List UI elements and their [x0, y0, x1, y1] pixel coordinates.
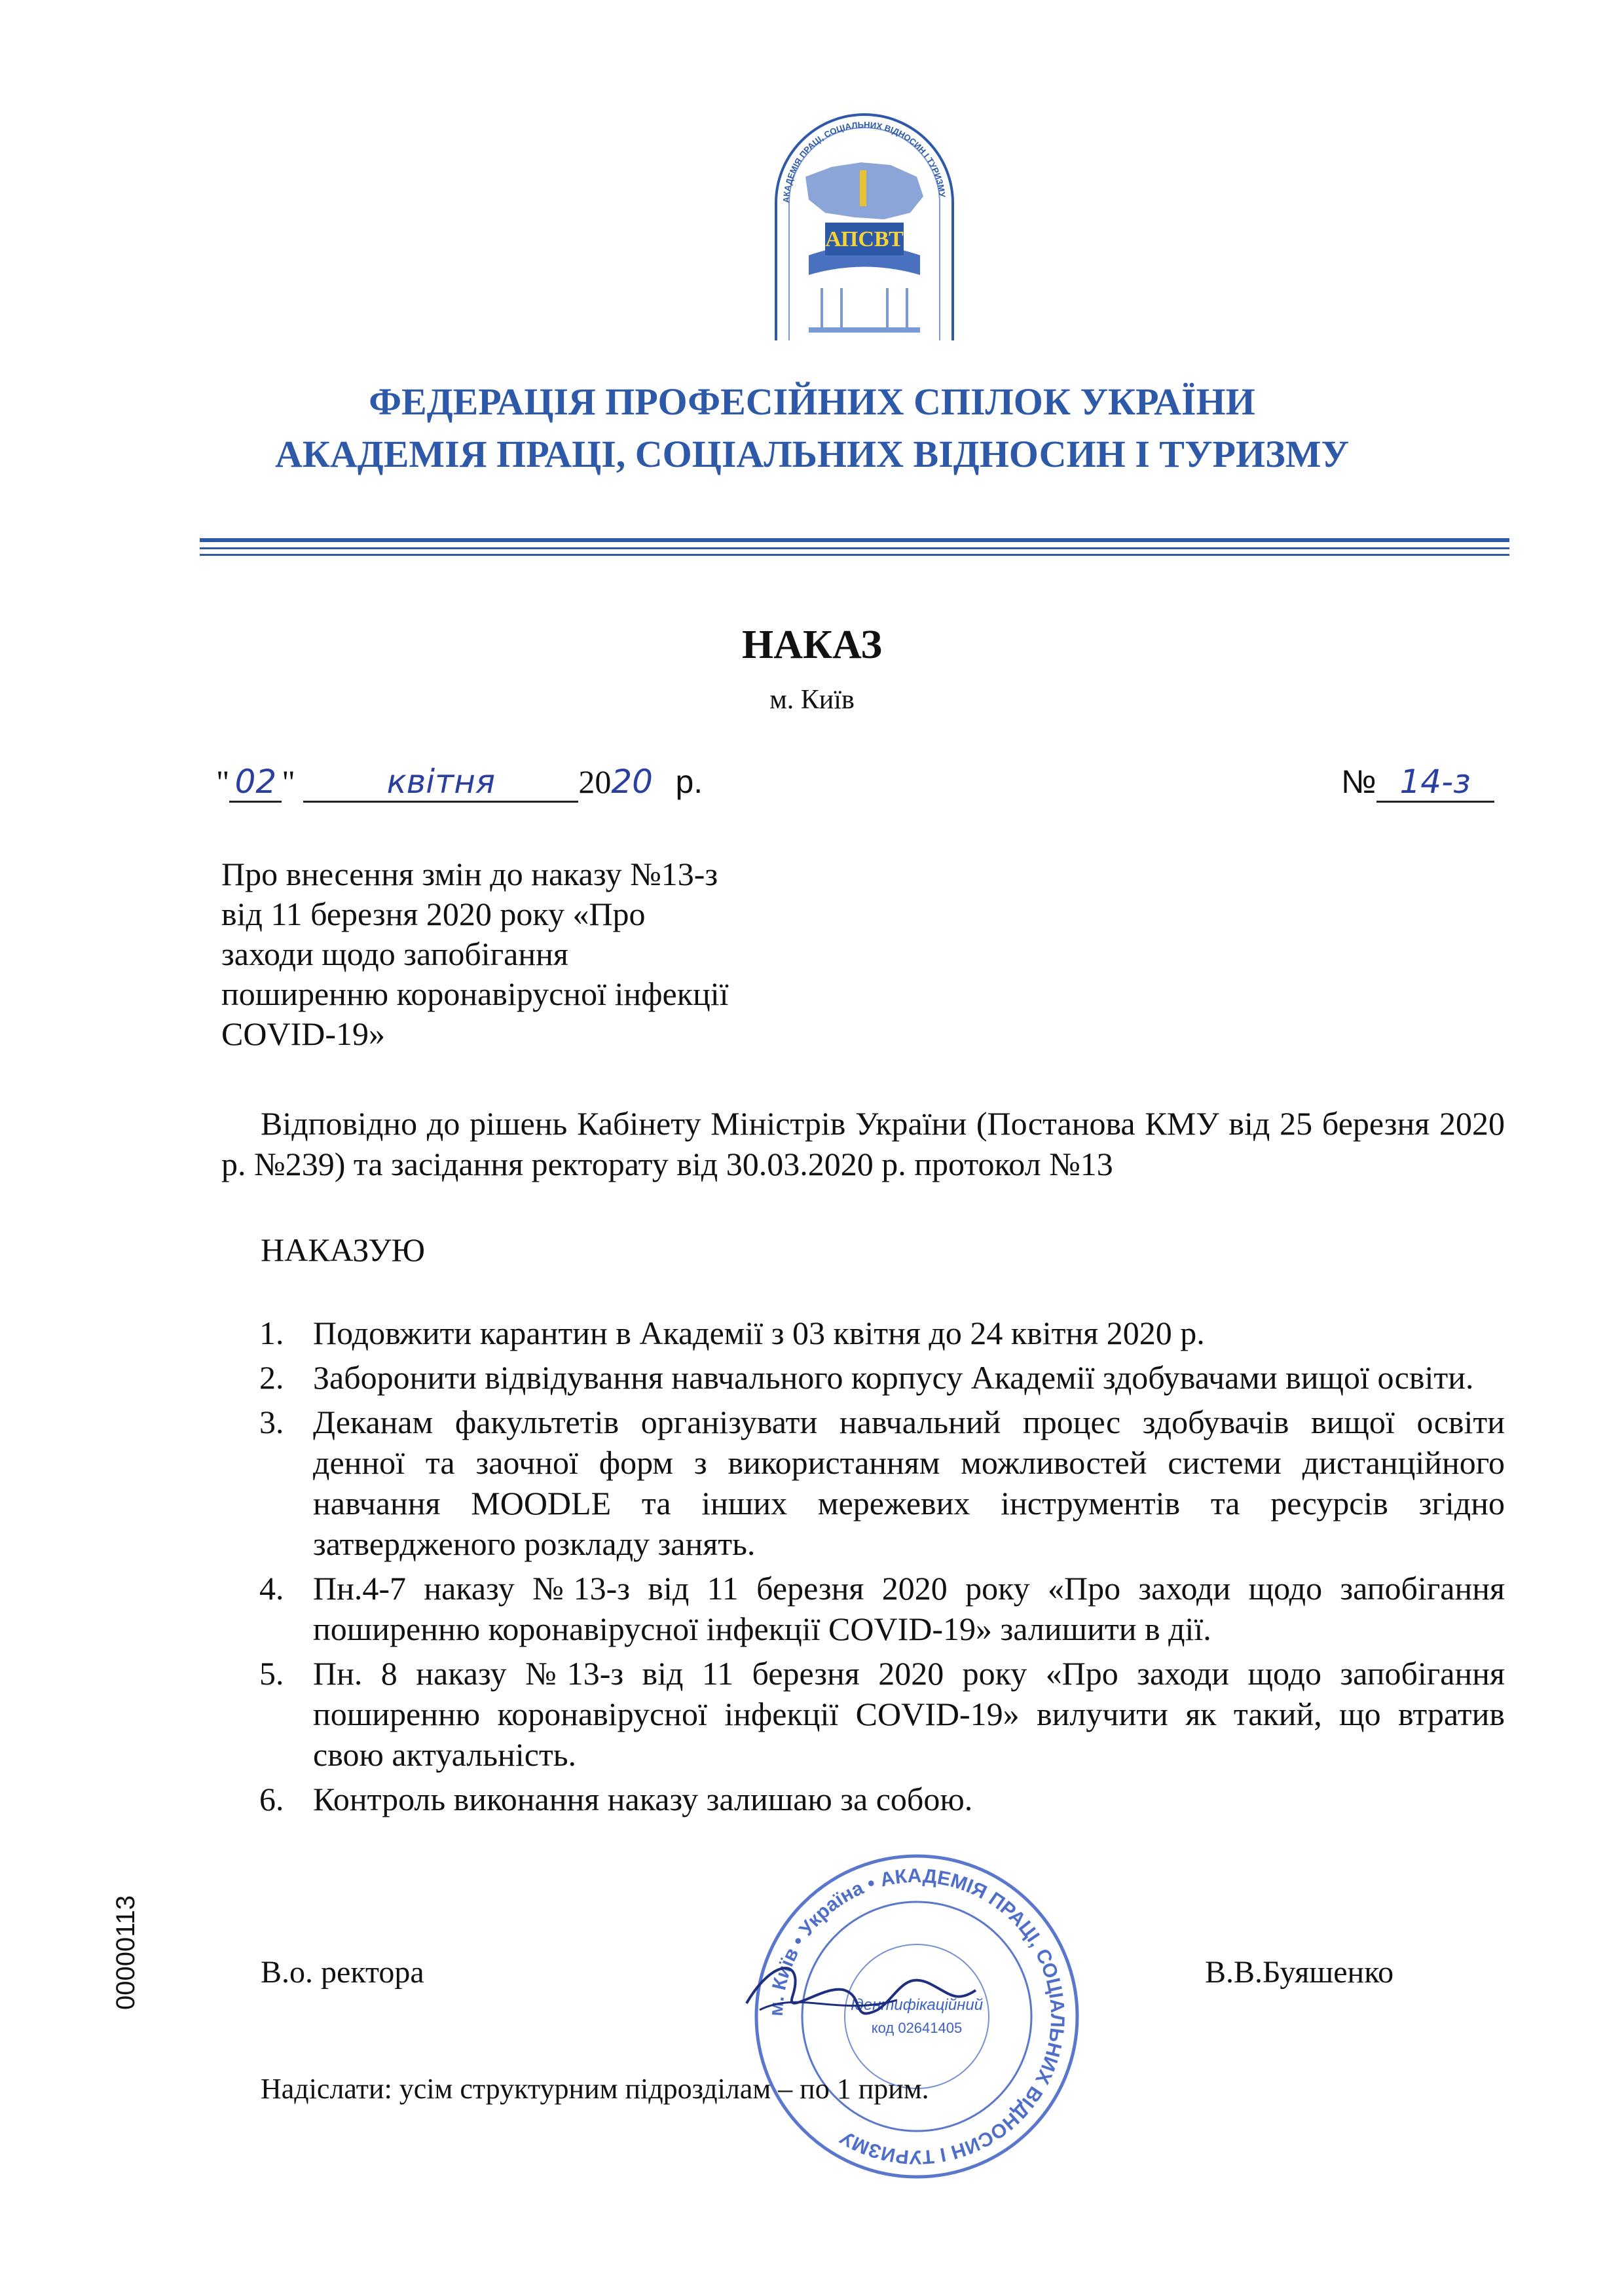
order-item	[221, 1313, 1505, 1353]
item-number: 1.	[259, 1315, 284, 1351]
document-date: " 02 " квітня 2020 р.	[216, 763, 703, 803]
date-r: р.	[675, 763, 703, 800]
number-value: 14-з	[1376, 763, 1494, 803]
rector-signature	[733, 1944, 982, 2036]
date-year-suffix: 20	[611, 763, 653, 801]
subject-line: від 11 березня 2020 року «Про	[221, 896, 646, 932]
item-text: Пн. 8 наказу №13-з від 11 березня 2020 року «Про заходи щодо запобігання поширенню коронавірусної інфекції COVID-19» вилучити як такий, що втратив свою актуальність.	[313, 1655, 1505, 1773]
subject-line: COVID-19»	[221, 1015, 385, 1052]
item-text: Подовжити карантин в Академії з 03 квітня до 24 квітня 2020 р.	[313, 1315, 1205, 1351]
item-text: Контроль виконання наказу залишаю за собою.	[313, 1781, 973, 1817]
signer-title: В.о. ректора	[261, 1955, 424, 1990]
item-number: 5.	[259, 1655, 284, 1692]
org-name-line2: АКАДЕМІЯ ПРАЦІ, СОЦІАЛЬНИХ ВІДНОСИН І ТУРИЗМУ	[274, 433, 1350, 475]
logo-ring-text: АКАДЕМІЯ ПРАЦІ, СОЦІАЛЬНИХ ВІДНОСИН І ТУРИЗМУ	[781, 119, 948, 204]
item-number: 4.	[259, 1570, 284, 1607]
order-item	[221, 1357, 1505, 1398]
logo-text: АПСВТ	[825, 227, 904, 251]
order-items	[221, 1313, 1505, 1823]
document-id: 00000113	[111, 1895, 140, 2010]
signer-name: В.В.Буяшенко	[1205, 1955, 1394, 1990]
stamp-center-label: Ідентифікаційний	[850, 1996, 984, 2014]
date-year-prefix: 20	[578, 763, 612, 800]
document-title: НАКАЗ	[742, 623, 882, 667]
date-month: квітня	[303, 763, 578, 803]
order-item	[221, 1653, 1505, 1775]
subject-line: поширенню коронавірусної інфекції	[221, 975, 729, 1012]
document-subject	[221, 854, 729, 1054]
academy-logo	[769, 105, 959, 340]
subject-line: Про внесення змін до наказу №13-з	[221, 856, 718, 892]
order-item	[221, 1402, 1505, 1564]
document-number	[1341, 763, 1494, 803]
item-text: Деканам факультетів організувати навчальний процес здобувачів вищої освіти денної та заочної форм з використанням можливостей системи дистанційного навчання MOODLE та інших мережевих інструментів та ресурсів згідно затвердженого розкладу занять.	[313, 1404, 1505, 1562]
header-rule-middle	[200, 547, 1509, 549]
preamble: Відповідно до рішень Кабінету Міністрів України (Постанова КМУ від 25 березня 2020 р. №239) та засідання ректорату від 30.03.2020 р. протокол №13	[221, 1105, 1505, 1182]
stamp-ring-text: м. Київ • Україна • АКАДЕМІЯ ПРАЦІ, СОЦІАЛЬНИХ ВІДНОСИН І ТУРИЗМУ	[765, 1865, 1069, 2168]
org-name-line1: ФЕДЕРАЦІЯ ПРОФЕСІЙНИХ СПІЛОК УКРАЇНИ	[369, 380, 1255, 423]
order-item	[221, 1779, 1505, 1819]
order-word: НАКАЗУЮ	[261, 1231, 426, 1268]
header-rule-bottom	[200, 554, 1509, 556]
order-item	[221, 1568, 1505, 1649]
number-label: №	[1341, 763, 1376, 800]
date-day: 02	[229, 763, 282, 803]
item-text: Пн.4-7 наказу №13-з від 11 березня 2020 року «Про заходи щодо запобігання поширенню коронавірусної інфекції COVID-19» залишити в дії.	[313, 1570, 1505, 1647]
document-city: м. Київ	[769, 685, 855, 715]
stamp-center-code: код 02641405	[871, 2020, 963, 2036]
header-rule-top	[200, 538, 1509, 542]
item-text: Заборонити відвідування навчального корпусу Академії здобувачами вищої освіти.	[313, 1359, 1474, 1396]
send-to-note: Надіслати: усім структурним підрозділам – по 1 прим.	[261, 2073, 929, 2105]
item-number: 2.	[259, 1359, 284, 1396]
item-number: 6.	[259, 1781, 284, 1817]
item-number: 3.	[259, 1404, 284, 1440]
subject-line: заходи щодо запобігання	[221, 936, 568, 972]
